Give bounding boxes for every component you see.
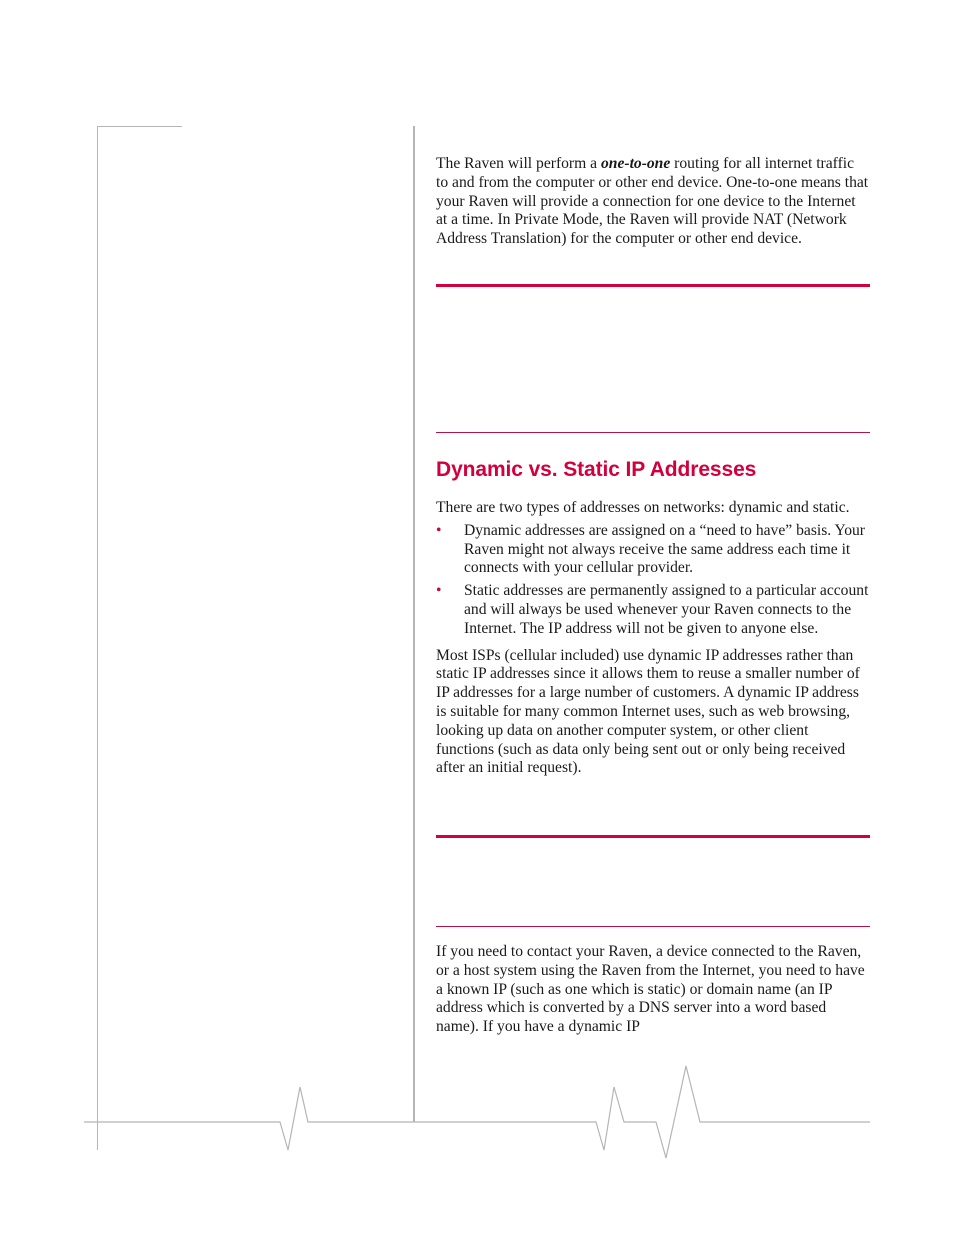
- intro-text-start: The Raven will perform a: [436, 155, 601, 172]
- bullet-text: Static addresses are permanently assigned to a particular account and will always be used whenever your Raven connects to the Internet. The IP address will not be given to anyone else.: [464, 582, 869, 637]
- note2-top-rule: [436, 835, 870, 838]
- bullet-text: Dynamic addresses are assigned on a “need to have” basis. Your Raven might not always receive the same address each time it connects with your cellular provider.: [464, 521, 865, 577]
- intro-emphasis: one-to-one: [600, 155, 671, 172]
- continuation-text: If you need to contact your Raven, a device connected to the Raven, or a host system using the Raven from the Internet, you need to have a known IP (such as one which is static) or domain name (an IP address which is converted by a DNS server into a word based name). If you have a dynamic IP: [436, 943, 865, 1036]
- intro-paragraph: [436, 155, 870, 249]
- section-heading: Dynamic vs. Static IP Addresses: [436, 458, 757, 481]
- continuation-paragraph: [436, 943, 870, 1037]
- note-top-rule: [436, 284, 870, 287]
- list-item: [436, 582, 870, 638]
- section-body: [436, 499, 870, 778]
- section-lead: There are two types of addresses on networks: dynamic and static.: [436, 499, 850, 516]
- bullet-glyph: •: [436, 521, 442, 539]
- address-type-list: [436, 522, 870, 639]
- intro-text-end: routing for all internet traffic to and from the computer or other end device. One-to-one means that your Raven will provide a connection for one device to the Internet at a time. In Private Mode, the Raven will provide NAT (Network Address Translation) for the computer or other end device.: [436, 155, 869, 248]
- note-bottom-rule: [436, 432, 870, 433]
- section-body-paragraph: Most ISPs (cellular included) use dynamic IP addresses rather than static IP addresses since it allows them to reuse a smaller number of IP addresses for a large number of customers. A dynamic IP address is suitable for many common Internet uses, such as web browsing, looking up data on another computer system, or other client functions (such as data only being sent out or only being received after an initial request).: [436, 646, 860, 777]
- list-item: [436, 522, 870, 578]
- bullet-glyph: •: [436, 582, 442, 600]
- note2-bottom-rule: [436, 926, 870, 927]
